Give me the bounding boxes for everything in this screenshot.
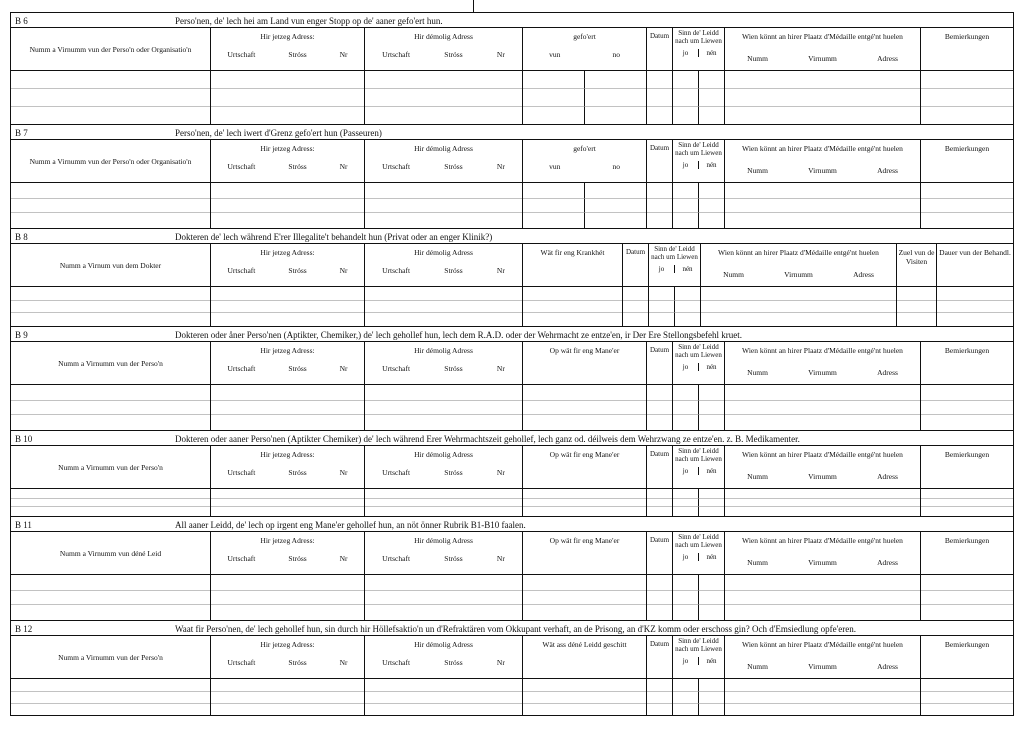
entry-cell[interactable] [365,183,523,228]
section-title: All aaner Leidd, de' lech op irgent eng Mane'er gehollef hun, an nöt önner Rubrik B1-B10 faalen. [175,520,526,530]
former-address-label: Hir démolig Adress [414,450,473,459]
mid-label: Wät fir eng Krankhét [540,248,605,257]
remarks-label: Bemierkungen [944,346,990,355]
entry-cell[interactable] [211,71,365,124]
number-label: Nr [339,50,348,59]
name-column [11,636,211,678]
medal-label: Wien könnt an hirer Plaatz d'Médaille entgé'nt huelen [742,32,903,41]
name-column [11,342,211,384]
entry-grid[interactable] [11,489,1013,516]
section-title: Dokteren de' lech während E'rer Illegalite't behandelt hun (Privat oder an enger Klinik?) [175,232,493,242]
date-label: Datum [649,32,670,40]
name-label: Numm a Virnumm vun der Perso'n oder Organisatio'n [29,156,192,166]
current-address-column [211,28,365,70]
medal-column [701,244,897,286]
street-label: Stróss [444,468,463,477]
section-b10 [10,430,1014,516]
address-label: Adress [877,54,898,63]
address-label: Adress [877,368,898,377]
section-code: B 8 [15,232,28,242]
mid-label: gefo'ert [573,32,596,41]
entry-cell[interactable] [523,183,647,228]
life-danger-label: Sinn de' Leidd nach um Liewen [675,141,722,157]
life-danger-column [673,636,725,678]
section-header [11,13,1013,28]
duration-column [937,244,1013,286]
entry-cell[interactable] [647,71,673,124]
current-address-label: Hir jetzeg Adress: [260,536,315,545]
section-title: Perso'nen, de' lech iwert d'Grenz gefo'ert hun (Passeuren) [175,128,382,138]
entry-cell[interactable] [673,489,725,516]
number-label: Nr [339,266,348,275]
remarks-column [921,342,1013,384]
date-label: Datum [649,536,670,544]
entry-cell[interactable] [921,71,1013,124]
section-title: Waat fir Perso'nen, de' lech gehollef hun, sin durch hir Höllefsaktio'n un d'Refraktären vom Okkupant verhaft, an de Prisong, an d'KZ komm oder erschoss gin? Och d'Emsiedlung opfe'eren. [175,624,856,634]
column-header-row [11,140,1013,183]
section-header [11,517,1013,532]
mid-label: Wät ass déné Leidd geschitt [542,640,627,649]
life-danger-label: Sinn de' Leidd nach um Liewen [675,447,722,463]
entry-cell[interactable] [725,575,921,620]
entry-cell[interactable] [523,575,647,620]
name-label: Numm a Virnumm vun déné Leid [59,548,162,558]
no-label: nén [706,363,717,371]
former-address-column [365,28,523,70]
entry-grid[interactable] [11,71,1013,124]
name-label: Numm a Virnumm vun der Perso'n oder Organisatio'n [29,44,192,54]
entry-cell[interactable] [647,489,673,516]
remarks-label: Bemierkungen [944,450,990,459]
place-label: Urtschaft [382,364,411,373]
section-title: Perso'nen, de' lech hei am Land vun enger Stopp op de' aaner gefo'ert hun. [175,16,443,26]
form-page [10,12,1014,716]
current-address-label: Hir jetzeg Adress: [260,640,315,649]
medal-label: Wien könnt an hirer Plaatz d'Médaille entgé'nt huelen [742,640,903,649]
entry-cell[interactable] [523,287,623,326]
number-label: Nr [496,554,505,563]
life-danger-column [673,446,725,488]
address-label: Adress [853,270,874,279]
date-label: Datum [649,640,670,648]
life-danger-column [673,28,725,70]
entry-cell[interactable] [725,489,921,516]
mid-column [523,342,647,384]
life-danger-label: Sinn de' Leidd nach um Liewen [675,343,722,359]
name-label: Numm a Virnum vun dem Dokter [59,260,162,270]
place-label: Urtschaft [382,468,411,477]
street-label: Stróss [288,266,307,275]
entry-cell[interactable] [725,183,921,228]
section-code: B 9 [15,330,28,340]
no-label: nén [706,161,717,169]
current-address-column [211,342,365,384]
name-label: Numm a Virnumm vun der Perso'n [58,652,163,662]
section-header [11,229,1013,244]
entry-cell[interactable] [673,679,725,716]
section-code: B 7 [15,128,28,138]
former-address-column [365,342,523,384]
column-header-row [11,446,1013,489]
number-label: Nr [339,364,348,373]
duration-label: Dauer vun der Behandl. [939,248,1011,257]
place-label: Urtschaft [382,658,411,667]
entry-cell[interactable] [647,385,673,430]
medal-column [725,636,921,678]
section-code: B 12 [15,624,33,634]
from-label: vun [549,162,561,171]
name-column [11,532,211,574]
surname-label: Numm [747,558,768,567]
street-label: Stróss [288,554,307,563]
street-label: Stróss [444,554,463,563]
from-label: vun [549,50,561,59]
entry-cell[interactable] [725,679,921,716]
former-address-label: Hir démolig Adress [414,32,473,41]
entry-cell[interactable] [725,385,921,430]
surname-label: Numm [723,270,744,279]
section-b6 [10,12,1014,124]
yes-label: jo [673,161,699,169]
former-address-label: Hir démolig Adress [414,248,473,257]
place-label: Urtschaft [227,658,256,667]
entry-grid[interactable] [11,183,1013,228]
entry-cell[interactable] [647,575,673,620]
medal-label: Wien könnt an hirer Plaatz d'Médaille entgé'nt huelen [742,536,903,545]
date-label: Datum [649,346,670,354]
street-label: Stróss [444,50,463,59]
section-header [11,125,1013,140]
medal-column [725,446,921,488]
entry-cell[interactable] [11,575,211,620]
visits-column [897,244,937,286]
place-label: Urtschaft [382,266,411,275]
remarks-column [921,446,1013,488]
section-title: Dokteren oder aaner Perso'nen (Aptikter Chemiker) de' lech während Erer Wehrmachtszeit gehollef, lech ganz od. déilweis dem Wehrzwang ze entze'en. z. B. Medikamenter. [175,434,800,444]
entry-cell[interactable] [673,385,725,430]
section-header [11,621,1013,636]
entry-cell[interactable] [523,385,647,430]
firstname-label: Virnumm [808,662,837,671]
life-danger-label: Sinn de' Leidd nach um Liewen [651,245,698,261]
entry-cell[interactable] [11,489,211,516]
section-title: Dokteren oder åner Perso'nen (Aptikter, Chemiker,) de' lech gehollef hun, lech dem R.A.D. oder der Wehrmacht ze entze'en, ir Der Ere Stellongsbefehl kruet. [175,330,743,340]
entry-cell[interactable] [673,183,725,228]
column-header-row [11,28,1013,71]
mid-column [523,532,647,574]
medal-column [725,532,921,574]
current-address-label: Hir jetzeg Adress: [260,144,315,153]
former-address-column [365,244,523,286]
date-column [647,446,673,488]
number-label: Nr [496,266,505,275]
street-label: Stróss [288,50,307,59]
date-label: Datum [625,248,646,256]
entry-grid[interactable] [11,679,1013,716]
entry-cell[interactable] [701,287,897,326]
medal-label: Wien könnt an hirer Plaatz d'Médaille entgé'nt huelen [742,346,903,355]
date-column [623,244,649,286]
current-address-label: Hir jetzeg Adress: [260,32,315,41]
mid-column [523,636,647,678]
section-code: B 6 [15,16,28,26]
to-label: no [612,162,620,171]
entry-cell[interactable] [365,71,523,124]
number-label: Nr [496,468,505,477]
no-label: nén [706,467,717,475]
medal-label: Wien könnt an hirer Plaatz d'Médaille entgé'nt huelen [742,450,903,459]
column-header-row [11,532,1013,575]
former-address-label: Hir démolig Adress [414,144,473,153]
former-address-column [365,636,523,678]
entry-cell[interactable] [523,679,647,716]
number-label: Nr [496,162,505,171]
date-label: Datum [649,144,670,152]
mid-column [523,28,647,70]
section-b9 [10,326,1014,430]
name-column [11,446,211,488]
entry-cell[interactable] [11,71,211,124]
section-code: B 11 [15,520,32,530]
yes-label: jo [673,363,699,371]
life-danger-label: Sinn de' Leidd nach um Liewen [675,29,722,45]
yes-label: jo [649,265,675,273]
section-b7 [10,124,1014,228]
current-address-column [211,244,365,286]
entry-cell[interactable] [647,183,673,228]
entry-cell[interactable] [211,489,365,516]
place-label: Urtschaft [382,162,411,171]
column-header-row [11,342,1013,385]
entry-cell[interactable] [921,489,1013,516]
entry-cell[interactable] [11,183,211,228]
name-column [11,140,211,182]
life-danger-column [673,342,725,384]
address-label: Adress [877,558,898,567]
entry-cell[interactable] [523,71,647,124]
street-label: Stróss [444,266,463,275]
firstname-label: Virnumm [784,270,813,279]
life-danger-column [673,532,725,574]
entry-cell[interactable] [921,385,1013,430]
entry-cell[interactable] [365,385,523,430]
number-label: Nr [339,468,348,477]
no-label: nén [706,553,717,561]
remarks-label: Bemierkungen [944,640,990,649]
medal-column [725,342,921,384]
number-label: Nr [339,554,348,563]
address-label: Adress [877,662,898,671]
current-address-column [211,446,365,488]
place-label: Urtschaft [227,468,256,477]
street-label: Stróss [444,162,463,171]
number-label: Nr [339,658,348,667]
entry-cell[interactable] [211,385,365,430]
number-label: Nr [339,162,348,171]
entry-cell[interactable] [937,287,1013,326]
no-label: nén [682,265,693,273]
former-address-column [365,532,523,574]
page-top-mark [473,0,474,12]
street-label: Stróss [288,364,307,373]
number-label: Nr [496,658,505,667]
to-label: no [612,50,620,59]
visits-label: Zuel vun de Visiten [898,248,935,266]
entry-cell[interactable] [523,489,647,516]
entry-cell[interactable] [11,385,211,430]
address-label: Adress [877,166,898,175]
entry-cell[interactable] [725,71,921,124]
street-label: Stróss [288,162,307,171]
surname-label: Numm [747,166,768,175]
entry-cell[interactable] [921,679,1013,716]
date-column [647,28,673,70]
yes-label: jo [673,49,699,57]
section-b11 [10,516,1014,620]
yes-label: jo [673,657,699,665]
section-b12 [10,620,1014,716]
entry-cell[interactable] [211,287,365,326]
entry-grid[interactable] [11,575,1013,620]
entry-grid[interactable] [11,385,1013,430]
place-label: Urtschaft [227,364,256,373]
current-address-column [211,636,365,678]
entry-cell[interactable] [365,679,523,716]
former-address-column [365,446,523,488]
former-address-column [365,140,523,182]
entry-cell[interactable] [649,287,701,326]
place-label: Urtschaft [227,554,256,563]
firstname-label: Virnumm [808,54,837,63]
life-danger-column [649,244,701,286]
surname-label: Numm [747,368,768,377]
mid-column [523,140,647,182]
date-column [647,342,673,384]
section-b8 [10,228,1014,326]
surname-label: Numm [747,54,768,63]
number-label: Nr [496,50,505,59]
life-danger-column [673,140,725,182]
place-label: Urtschaft [227,50,256,59]
remarks-label: Bemierkungen [944,32,990,41]
remarks-column [921,28,1013,70]
mid-column [523,244,623,286]
entry-cell[interactable] [11,287,211,326]
street-label: Stróss [288,468,307,477]
mid-label: Op wät fir eng Mane'er [549,536,620,545]
firstname-label: Virnumm [808,472,837,481]
entry-cell[interactable] [211,679,365,716]
street-label: Stróss [444,658,463,667]
date-column [647,140,673,182]
street-label: Stróss [288,658,307,667]
current-address-label: Hir jetzeg Adress: [260,450,315,459]
current-address-column [211,140,365,182]
entry-cell[interactable] [211,575,365,620]
medal-column [725,140,921,182]
address-label: Adress [877,472,898,481]
entry-cell[interactable] [365,489,523,516]
column-header-row [11,244,1013,287]
no-label: nén [706,49,717,57]
mid-label: gefo'ert [573,144,596,153]
life-danger-label: Sinn de' Leidd nach um Liewen [675,637,722,653]
current-address-column [211,532,365,574]
entry-cell[interactable] [211,183,365,228]
section-header [11,327,1013,342]
firstname-label: Virnumm [808,166,837,175]
no-label: nén [706,657,717,665]
entry-cell[interactable] [921,183,1013,228]
surname-label: Numm [747,662,768,671]
place-label: Urtschaft [227,266,256,275]
date-label: Datum [649,450,670,458]
entry-cell[interactable] [897,287,937,326]
medal-label: Wien könnt an hirer Plaatz d'Médaille entgé'nt huelen [742,144,903,153]
entry-grid[interactable] [11,287,1013,326]
entry-cell[interactable] [673,575,725,620]
section-code: B 10 [15,434,33,444]
name-label: Numm a Virnumm vun der Perso'n [58,462,163,472]
remarks-column [921,532,1013,574]
section-header [11,431,1013,446]
mid-label: Op wät fir eng Mane'er [549,450,620,459]
medal-column [725,28,921,70]
firstname-label: Virnumm [808,558,837,567]
name-column [11,28,211,70]
entry-cell[interactable] [623,287,649,326]
entry-cell[interactable] [11,679,211,716]
yes-label: jo [673,553,699,561]
remarks-label: Bemierkungen [944,144,990,153]
entry-cell[interactable] [673,71,725,124]
entry-cell[interactable] [921,575,1013,620]
remarks-column [921,140,1013,182]
surname-label: Numm [747,472,768,481]
date-column [647,532,673,574]
former-address-label: Hir démolig Adress [414,536,473,545]
medal-label: Wien könnt an hirer Plaatz d'Médaille entgé'nt huelen [718,248,879,257]
name-column [11,244,211,286]
entry-cell[interactable] [647,679,673,716]
remarks-label: Bemierkungen [944,536,990,545]
current-address-label: Hir jetzeg Adress: [260,248,315,257]
current-address-label: Hir jetzeg Adress: [260,346,315,355]
number-label: Nr [496,364,505,373]
place-label: Urtschaft [382,50,411,59]
entry-cell[interactable] [365,287,523,326]
mid-column [523,446,647,488]
entry-cell[interactable] [365,575,523,620]
street-label: Stróss [444,364,463,373]
date-column [647,636,673,678]
yes-label: jo [673,467,699,475]
name-label: Numm a Virnumm vun der Perso'n [58,358,163,368]
firstname-label: Virnumm [808,368,837,377]
mid-label: Op wät fir eng Mane'er [549,346,620,355]
life-danger-label: Sinn de' Leidd nach um Liewen [675,533,722,549]
column-header-row [11,636,1013,679]
remarks-column [921,636,1013,678]
place-label: Urtschaft [382,554,411,563]
place-label: Urtschaft [227,162,256,171]
former-address-label: Hir démolig Adress [414,346,473,355]
former-address-label: Hir démolig Adress [414,640,473,649]
